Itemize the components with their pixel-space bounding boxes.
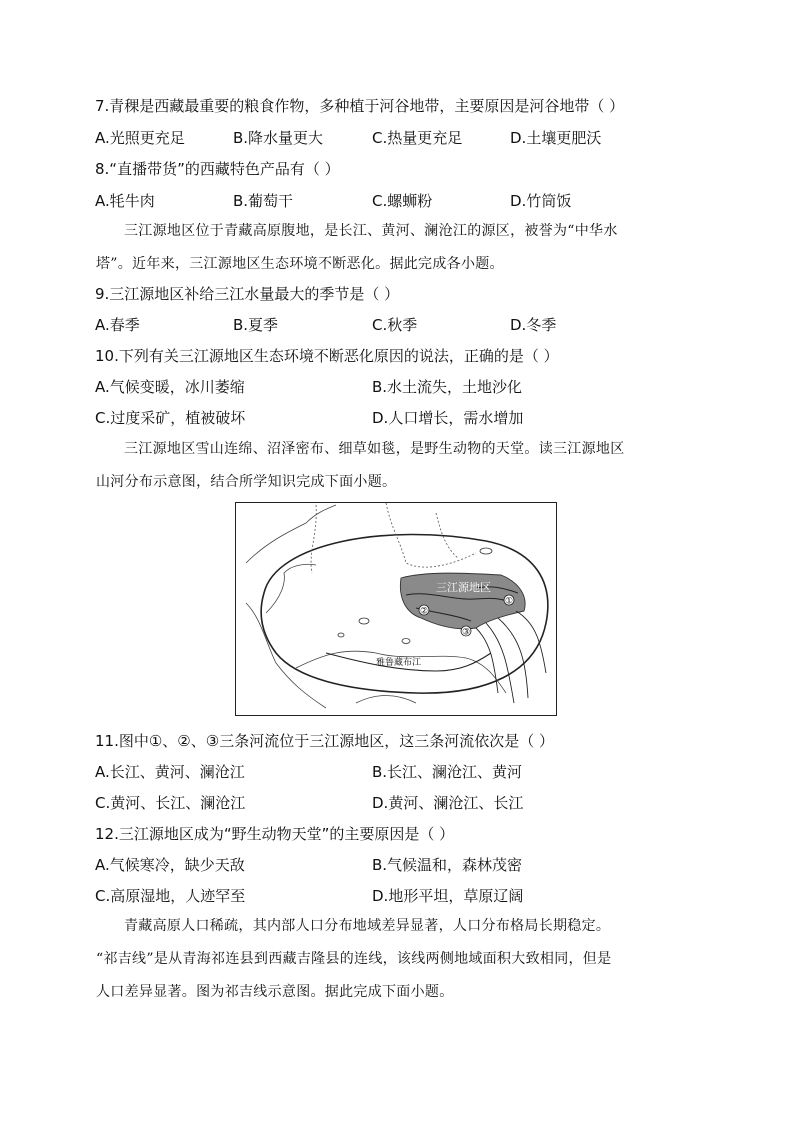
passage-qiji-line [96, 910, 698, 1009]
q12-stem: 12.三江源地区成为“野生动物天堂”的主要原因是（ ） [95, 825, 455, 843]
passage3-line1: 青藏高原人口稀疏，其内部人口分布地域差异显著，人口分布格局长期稳定。 [124, 918, 611, 934]
q7-option-c[interactable]: C.热量更充足 [372, 129, 463, 147]
q9-option-b[interactable]: B.夏季 [233, 316, 279, 334]
passage1-line2: 塔”。近年来，三江源地区生态环境不断恶化。据此完成各小题。 [96, 256, 504, 272]
q12-option-d[interactable]: D.地形平坦，草原辽阔 [372, 887, 524, 905]
q10-stem: 10.下列有关三江源地区生态环境不断恶化原因的说法，正确的是（ ） [95, 347, 559, 365]
river-label: 雅鲁藏布江 [376, 658, 422, 668]
passage1-line1: 三江源地区位于青藏高原腹地，是长江、黄河、澜沧江的源区，被誉为“中华水 [124, 223, 618, 239]
marker-2: ② [419, 606, 429, 617]
q12-option-a[interactable]: A.气候寒冷，缺少天敌 [95, 856, 245, 874]
q8-option-b[interactable]: B.葡萄干 [233, 192, 294, 210]
passage-sanjiangyuan-intro [96, 215, 698, 281]
province-dotted-border [311, 503, 476, 573]
river-line [476, 618, 528, 703]
q8-option-c[interactable]: C.螺蛳粉 [372, 192, 433, 210]
q10-option-a[interactable]: A.气候变暖，冰川萎缩 [95, 378, 245, 396]
q10-option-b[interactable]: B.水土流失，土地沙化 [372, 378, 523, 396]
lake [359, 618, 369, 624]
q9-option-c[interactable]: C.秋季 [372, 316, 418, 334]
map-svg [236, 503, 556, 715]
q9-stem: 9.三江源地区补给三江水量最大的季节是（ ） [95, 285, 400, 303]
region-label: 三江源地区 [436, 581, 491, 594]
q8-stem: 8.“直播带货”的西藏特色产品有（ ） [95, 160, 340, 178]
q10-option-c[interactable]: C.过度采矿，植被破坏 [95, 409, 246, 427]
q11-stem: 11.图中①、②、③三条河流位于三江源地区，这三条河流依次是（ ） [95, 732, 554, 750]
q7-option-b[interactable]: B.降水量更大 [233, 129, 324, 147]
border-line [246, 603, 326, 708]
q11-option-c[interactable]: C.黄河、长江、澜沧江 [95, 794, 246, 812]
lake [480, 548, 492, 554]
q8-option-a[interactable]: A.牦牛肉 [95, 192, 155, 210]
q12-option-b[interactable]: B.气候温和，森林茂密 [372, 856, 523, 874]
lake [402, 639, 410, 644]
q7-option-d[interactable]: D.土壤更肥沃 [510, 129, 602, 147]
q11-option-b[interactable]: B.长江、澜沧江、黄河 [372, 763, 523, 781]
q9-option-d[interactable]: D.冬季 [510, 316, 557, 334]
sanjiangyuan-map-figure [235, 502, 557, 716]
passage3-line3: 人口差异显著。图为祁吉线示意图。据此完成下面小题。 [96, 984, 454, 1000]
passage-sanjiangyuan-wildlife [96, 433, 698, 499]
q10-option-d[interactable]: D.人口增长，需水增加 [372, 409, 524, 427]
passage2-line2: 山河分布示意图，结合所学知识完成下面小题。 [96, 474, 397, 490]
q7-stem: 7.青稞是西藏最重要的粮食作物，多种植于河谷地带，主要原因是河谷地带（ ） [95, 97, 625, 115]
q9-option-a[interactable]: A.春季 [95, 316, 140, 334]
q11-option-a[interactable]: A.长江、黄河、澜沧江 [95, 763, 245, 781]
marker-1: ① [504, 596, 514, 607]
q11-option-d[interactable]: D.黄河、澜沧江、长江 [372, 794, 524, 812]
q12-option-c[interactable]: C.高原湿地，人迹罕至 [95, 887, 246, 905]
passage3-line2: “祁吉线”是从青海祁连县到西藏吉隆县的连线，该线两侧地域面积大致相同，但是 [96, 951, 612, 967]
q7-option-a[interactable]: A.光照更充足 [95, 129, 185, 147]
border-line [246, 505, 336, 563]
border-line [266, 564, 316, 613]
lake [338, 633, 344, 637]
passage2-line1: 三江源地区雪山连绵、沼泽密布、细草如毯，是野生动物的天堂。读三江源地区 [124, 441, 625, 457]
marker-3: ③ [461, 627, 471, 638]
q8-option-d[interactable]: D.竹筒饭 [510, 192, 572, 210]
river-line [516, 611, 546, 673]
border-line [356, 696, 416, 704]
